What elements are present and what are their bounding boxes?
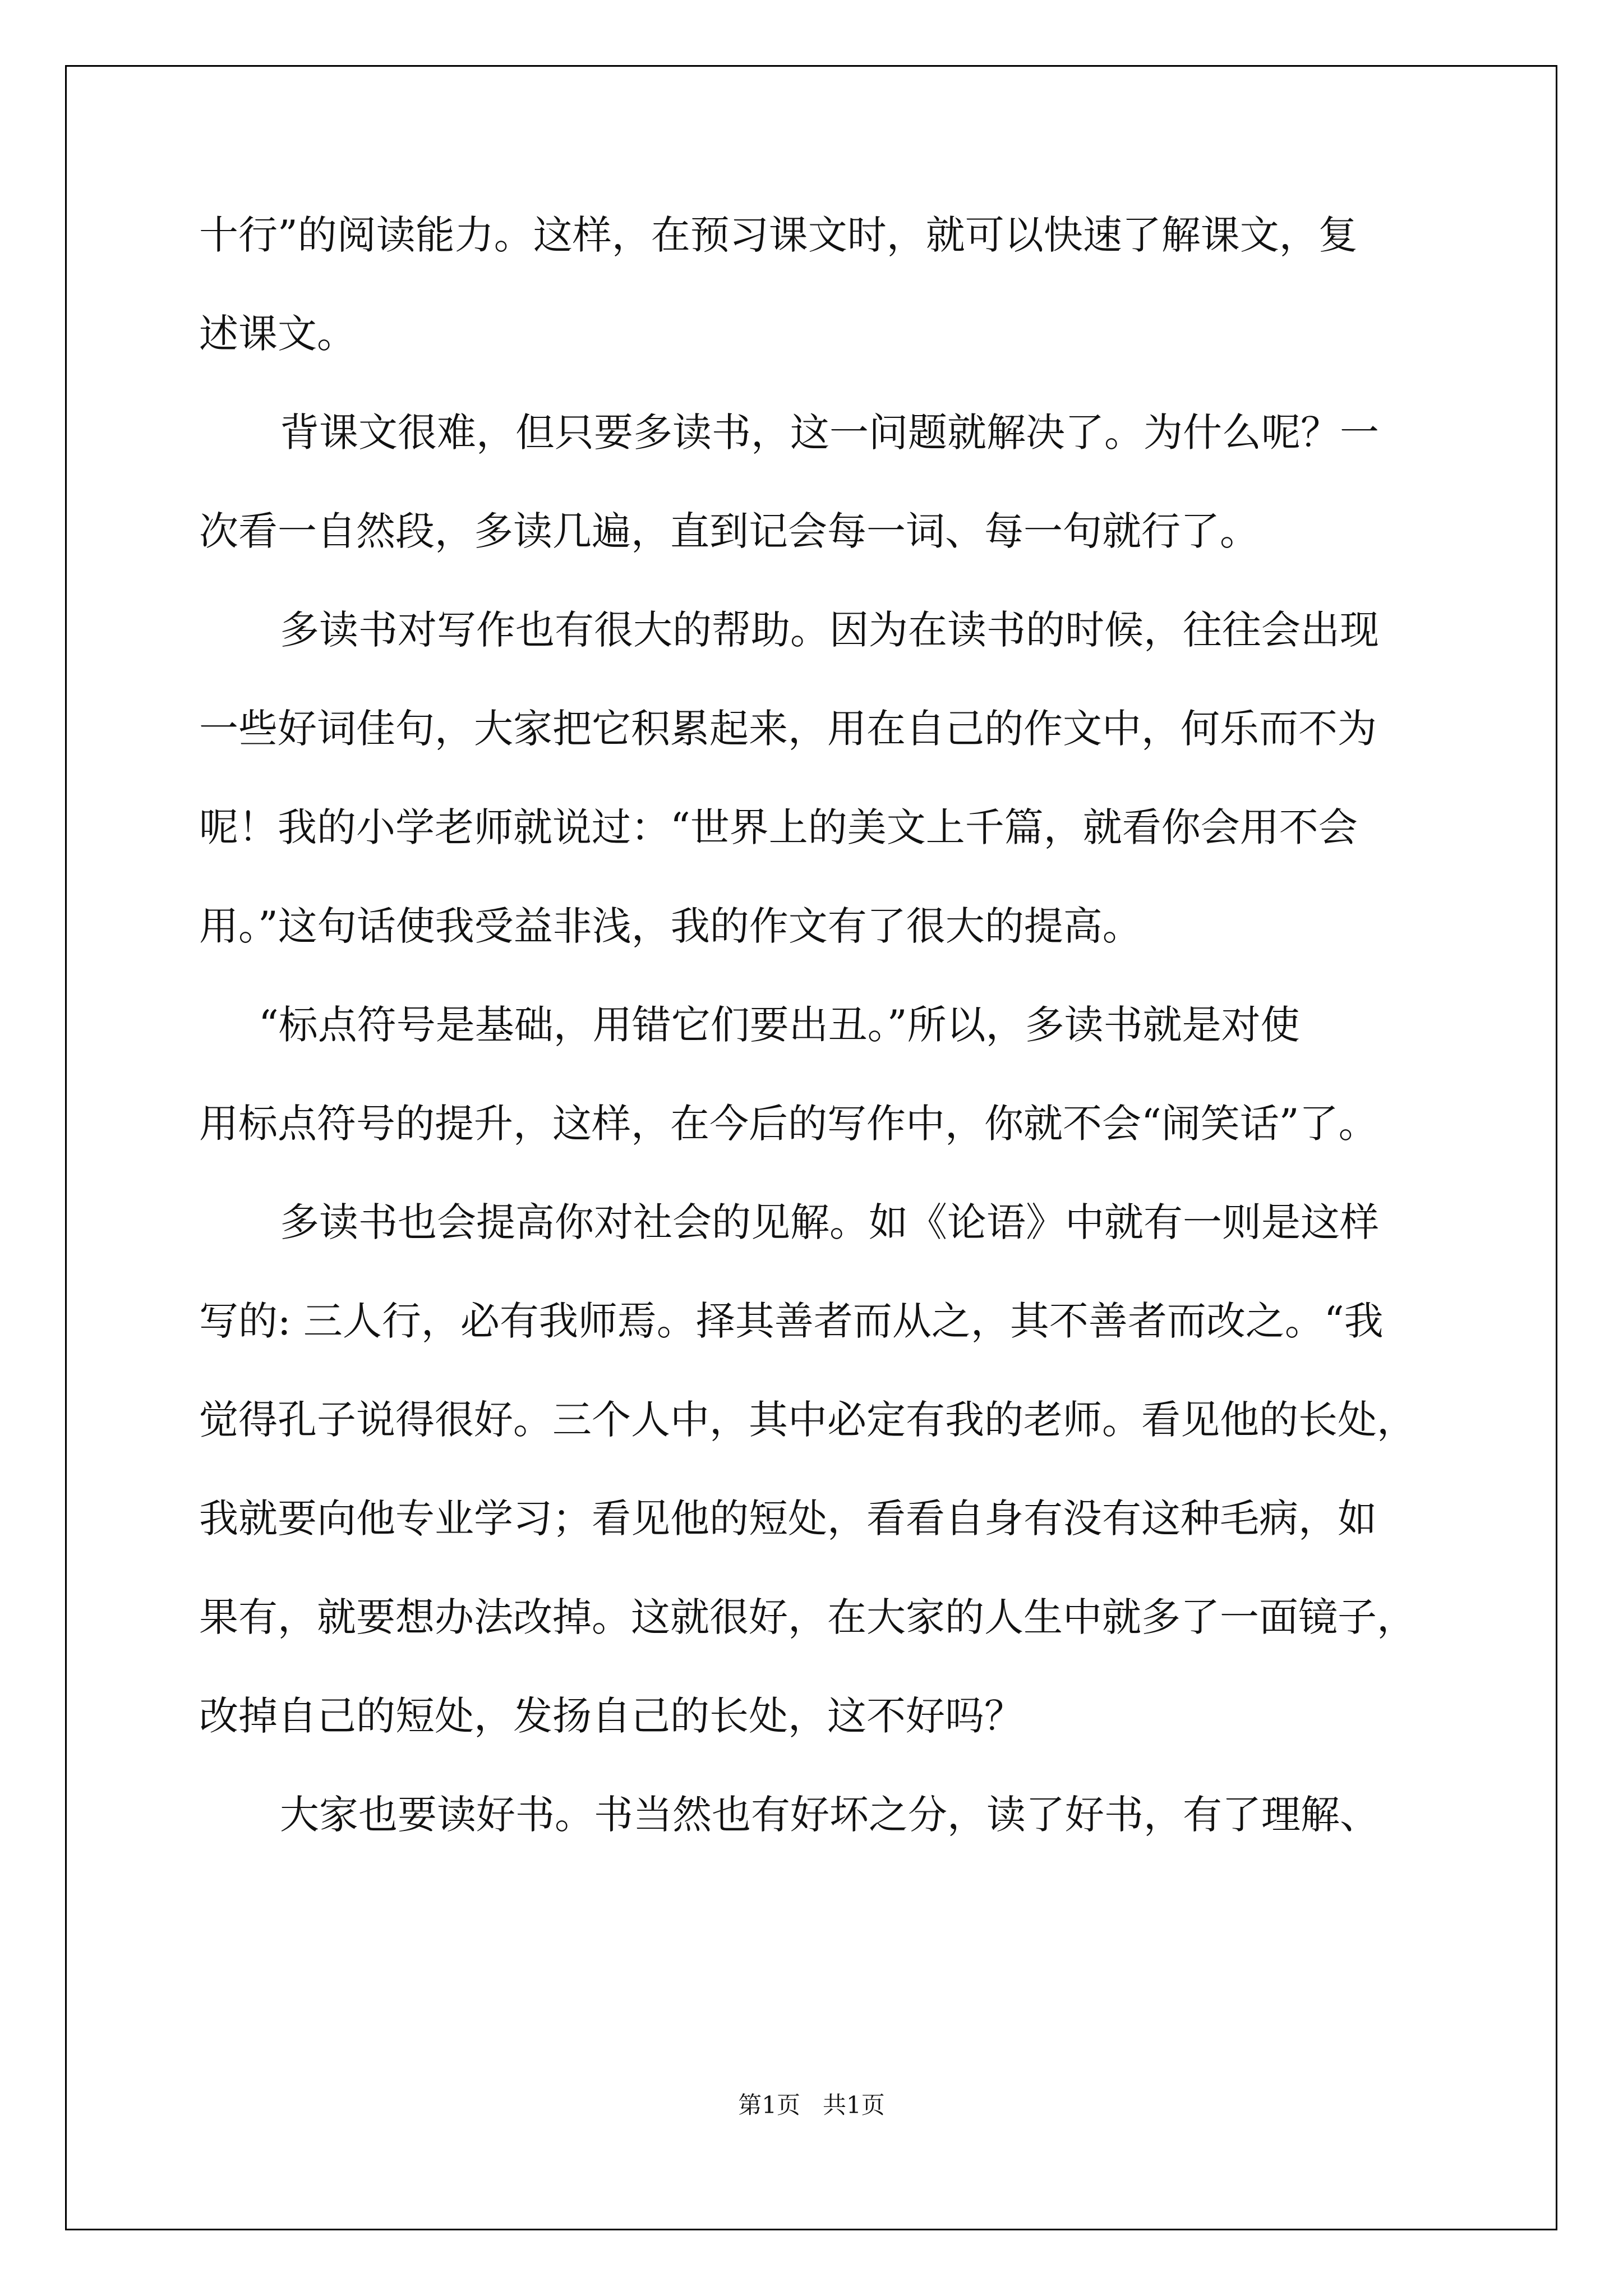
text-line: 多读书对写作也有很大的帮助。因为在读书的时候，往往会出现: [280, 607, 1379, 653]
text-line: 多读书也会提高你对社会的见解。如《论语》中就有一则是这样: [280, 1199, 1379, 1245]
text-line: 用。”这句话使我受益非浅，我的作文有了很大的提高。: [199, 903, 1142, 949]
text-line: 大家也要读好书。书当然也有好坏之分，读了好书，有了理解、: [280, 1792, 1379, 1838]
text-line: 十行”的阅读能力。这样，在预习课文时，就可以快速了解课文，复: [199, 212, 1358, 258]
text-line: “标点符号是基础，用错它们要出丑。”所以，多读书就是对使: [259, 1002, 1300, 1048]
page-total: 共1页: [823, 2091, 885, 2119]
text-line: 一些好词佳句，大家把它积累起来，用在自己的作文中，何乐而不为: [199, 706, 1377, 752]
text-line: 述课文。: [199, 311, 356, 357]
text-line: 觉得孔子说得很好。三个人中，其中必定有我的老师。看见他的长处，: [199, 1397, 1416, 1443]
text-line: 写的: 三人行，必有我师焉。择其善者而从之，其不善者而改之。“我: [199, 1298, 1384, 1344]
text-line: 用标点符号的提升，这样，在今后的写作中，你就不会“闹笑话”了。: [199, 1101, 1378, 1147]
page-footer: [0, 2091, 1623, 2119]
text-line: 果有，就要想办法改掉。这就很好，在大家的人生中就多了一面镜子，: [199, 1594, 1416, 1640]
text-line: 我就要向他专业学习；看见他的短处，看看自身有没有这种毛病，如: [199, 1496, 1377, 1542]
document-body: [199, 212, 1433, 1894]
text-line: 次看一自然段，多读几遍，直到记会每一词、每一句就行了。: [199, 508, 1259, 554]
page-number: 第1页: [738, 2091, 800, 2119]
text-line: 改掉自己的短处，发扬自己的长处，这不好吗？: [199, 1693, 1023, 1739]
text-line: 背课文很难，但只要多读书，这一问题就解决了。为什么呢？一: [280, 409, 1379, 455]
text-line: 呢！我的小学老师就说过：“世界上的美文上千篇，就看你会用不会: [199, 804, 1358, 850]
